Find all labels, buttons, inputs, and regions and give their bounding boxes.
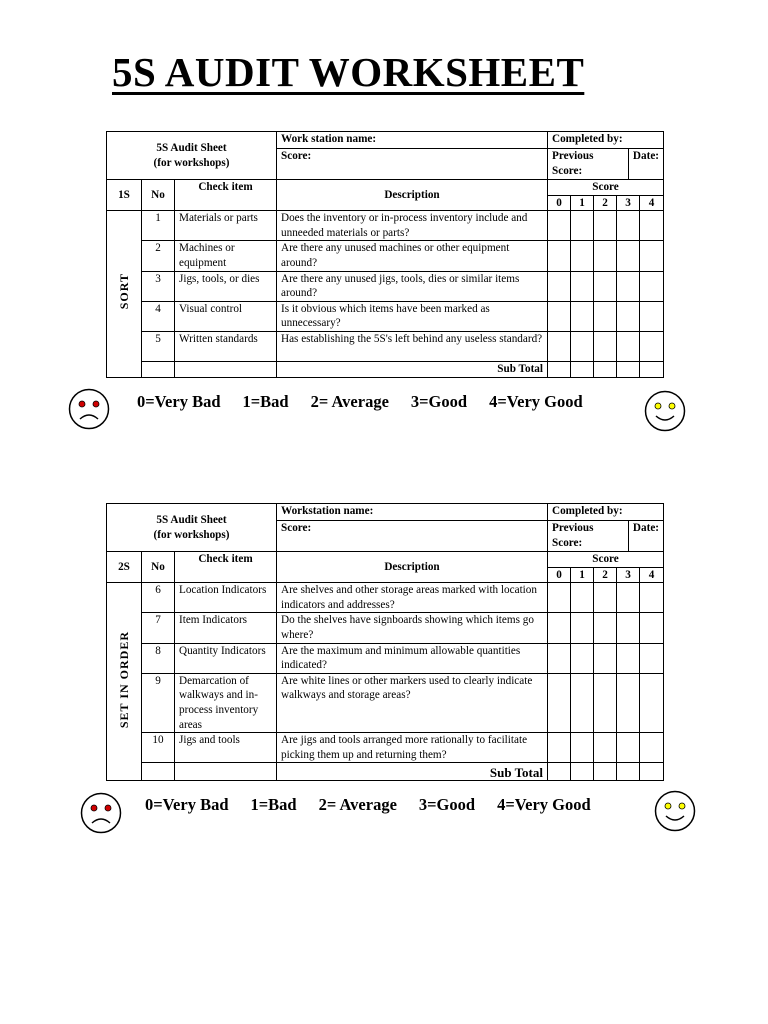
legend-1: 1=Bad [242, 392, 289, 411]
score-cell[interactable] [594, 211, 617, 241]
item-description: Are jigs and tools arranged more rationally to facilitate picking them up and returning them? [277, 733, 548, 763]
score-cell[interactable] [548, 583, 571, 613]
score-cell[interactable] [571, 673, 594, 732]
score-cell[interactable] [617, 301, 640, 331]
legend-3: 3=Good [410, 392, 468, 411]
item-description: Does the inventory or in-process inventory include and unneeded materials or parts? [277, 211, 548, 241]
audit-sheet-sort [106, 131, 664, 378]
score-cell[interactable] [617, 733, 640, 763]
subtotal-cell[interactable] [617, 361, 640, 377]
check-item-header: Check item [175, 552, 277, 583]
score-header: Score [548, 180, 664, 196]
score-cell[interactable] [594, 301, 617, 331]
score-cell[interactable] [640, 301, 664, 331]
score-col-3: 3 [617, 195, 640, 211]
legend-4: 4=Very Good [489, 392, 583, 411]
subtotal-cell[interactable] [617, 763, 640, 781]
item-description: Is it obvious which items have been marked as unnecessary? [277, 301, 548, 331]
legend-2: 2= Average [318, 795, 397, 814]
sheet-heading: 5S Audit Sheet (for workshops) [107, 132, 277, 180]
score-cell[interactable] [640, 241, 664, 271]
check-item-header: Check item [175, 180, 277, 211]
sad-face-icon [80, 792, 122, 834]
stage-label: 1S [107, 180, 142, 211]
score-cell[interactable] [617, 583, 640, 613]
item-no: 3 [142, 271, 175, 301]
score-cell[interactable] [548, 211, 571, 241]
check-item: Jigs and tools [175, 733, 277, 763]
item-no: 8 [142, 643, 175, 673]
legend-3: 3=Good [418, 795, 476, 814]
score-col-1: 1 [571, 567, 594, 583]
check-item: Quantity Indicators [175, 643, 277, 673]
item-description: Are the maximum and minimum allowable quantities indicated? [277, 643, 548, 673]
score-cell[interactable] [594, 241, 617, 271]
subtotal-cell[interactable] [571, 361, 594, 377]
legend-0: 0=Very Bad [137, 392, 221, 411]
subtotal-cell[interactable] [594, 361, 617, 377]
score-cell[interactable] [571, 241, 594, 271]
audit-sheet-set-in-order [106, 503, 664, 781]
check-item: Item Indicators [175, 613, 277, 643]
score-cell[interactable] [617, 241, 640, 271]
happy-face-icon [654, 790, 696, 832]
subtotal-label: Sub Total [277, 763, 548, 781]
score-cell[interactable] [617, 613, 640, 643]
completed-by-field[interactable]: Completed by: [548, 132, 664, 149]
subtotal-label: Sub Total [277, 361, 548, 377]
description-header: Description [277, 552, 548, 583]
item-description: Are there any unused machines or other equipment around? [277, 241, 548, 271]
item-description: Are shelves and other storage areas marked with location indicators and addresses? [277, 583, 548, 613]
score-cell[interactable] [640, 613, 664, 643]
sheet-heading: 5S Audit Sheet (for workshops) [107, 504, 277, 552]
category-label: SET IN ORDER [107, 583, 142, 781]
score-cell[interactable] [594, 643, 617, 673]
score-cell[interactable] [617, 673, 640, 732]
score-col-2: 2 [594, 195, 617, 211]
subtotal-cell[interactable] [594, 763, 617, 781]
check-item: Visual control [175, 301, 277, 331]
score-cell[interactable] [571, 613, 594, 643]
score-cell[interactable] [548, 733, 571, 763]
item-no: 2 [142, 241, 175, 271]
score-cell[interactable] [571, 211, 594, 241]
score-cell[interactable] [548, 241, 571, 271]
score-cell[interactable] [571, 271, 594, 301]
check-item: Written standards [175, 331, 277, 361]
sad-face-icon [68, 388, 110, 430]
score-cell[interactable] [594, 271, 617, 301]
check-item: Demarcation of walkways and in-process inventory areas [175, 673, 277, 732]
stage-label: 2S [107, 552, 142, 583]
score-cell[interactable] [548, 301, 571, 331]
item-no: 4 [142, 301, 175, 331]
score-col-3: 3 [617, 567, 640, 583]
completed-by-field[interactable]: Completed by: [548, 504, 664, 521]
rating-legend [145, 795, 591, 815]
score-cell[interactable] [571, 331, 594, 361]
check-item: Machines or equipment [175, 241, 277, 271]
score-field[interactable]: Score: [277, 521, 548, 552]
workstation-name-field[interactable]: Work station name: [277, 132, 548, 149]
score-cell[interactable] [640, 211, 664, 241]
item-no: 7 [142, 613, 175, 643]
score-col-1: 1 [571, 195, 594, 211]
item-no: 6 [142, 583, 175, 613]
subtotal-cell[interactable] [548, 763, 571, 781]
score-cell[interactable] [640, 673, 664, 732]
score-cell[interactable] [617, 643, 640, 673]
legend-4: 4=Very Good [497, 795, 591, 814]
score-cell[interactable] [571, 301, 594, 331]
item-no: 9 [142, 673, 175, 732]
subtotal-cell[interactable] [640, 763, 664, 781]
score-cell[interactable] [548, 613, 571, 643]
score-header: Score [548, 552, 664, 568]
score-cell[interactable] [571, 583, 594, 613]
score-cell[interactable] [571, 643, 594, 673]
category-label: SORT [107, 211, 142, 377]
score-cell[interactable] [571, 733, 594, 763]
item-no: 10 [142, 733, 175, 763]
score-cell[interactable] [640, 583, 664, 613]
item-description: Are white lines or other markers used to clearly indicate walkways and storage areas? [277, 673, 548, 732]
rating-legend [137, 392, 583, 412]
legend-1: 1=Bad [250, 795, 297, 814]
score-cell[interactable] [594, 733, 617, 763]
score-cell[interactable] [594, 673, 617, 732]
page-title: 5S AUDIT WORKSHEET [112, 49, 585, 95]
check-item: Jigs, tools, or dies [175, 271, 277, 301]
no-header: No [142, 180, 175, 211]
score-cell[interactable] [640, 331, 664, 361]
score-cell[interactable] [617, 211, 640, 241]
description-header: Description [277, 180, 548, 211]
date-field[interactable]: Date: [632, 150, 660, 162]
happy-face-icon [644, 390, 686, 432]
score-cell[interactable] [594, 331, 617, 361]
workstation-name-field[interactable]: Workstation name: [277, 504, 548, 521]
score-col-0: 0 [548, 195, 571, 211]
date-field[interactable]: Date: [632, 522, 660, 534]
item-no: 1 [142, 211, 175, 241]
item-no: 5 [142, 331, 175, 361]
previous-score-field[interactable]: Previous Score: [548, 149, 629, 179]
score-cell[interactable] [594, 583, 617, 613]
score-cell[interactable] [640, 643, 664, 673]
no-header: No [142, 552, 175, 583]
legend-0: 0=Very Bad [145, 795, 229, 814]
score-field[interactable]: Score: [277, 149, 548, 180]
item-description: Do the shelves have signboards showing which items go where? [277, 613, 548, 643]
check-item: Location Indicators [175, 583, 277, 613]
subtotal-cell[interactable] [548, 361, 571, 377]
check-item: Materials or parts [175, 211, 277, 241]
score-cell[interactable] [548, 643, 571, 673]
subtotal-cell[interactable] [571, 763, 594, 781]
score-col-4: 4 [640, 195, 664, 211]
item-description: Has establishing the 5S's left behind any useless standard? [277, 331, 548, 361]
score-col-2: 2 [594, 567, 617, 583]
score-col-4: 4 [640, 567, 664, 583]
subtotal-cell[interactable] [640, 361, 664, 377]
score-col-0: 0 [548, 567, 571, 583]
score-cell[interactable] [548, 673, 571, 732]
score-cell[interactable] [548, 331, 571, 361]
score-cell[interactable] [617, 331, 640, 361]
legend-2: 2= Average [310, 392, 389, 411]
score-cell[interactable] [548, 271, 571, 301]
item-description: Are there any unused jigs, tools, dies or similar items around? [277, 271, 548, 301]
score-cell[interactable] [617, 271, 640, 301]
previous-score-field[interactable]: Previous Score: [548, 521, 629, 551]
score-cell[interactable] [640, 271, 664, 301]
score-cell[interactable] [640, 733, 664, 763]
score-cell[interactable] [594, 613, 617, 643]
